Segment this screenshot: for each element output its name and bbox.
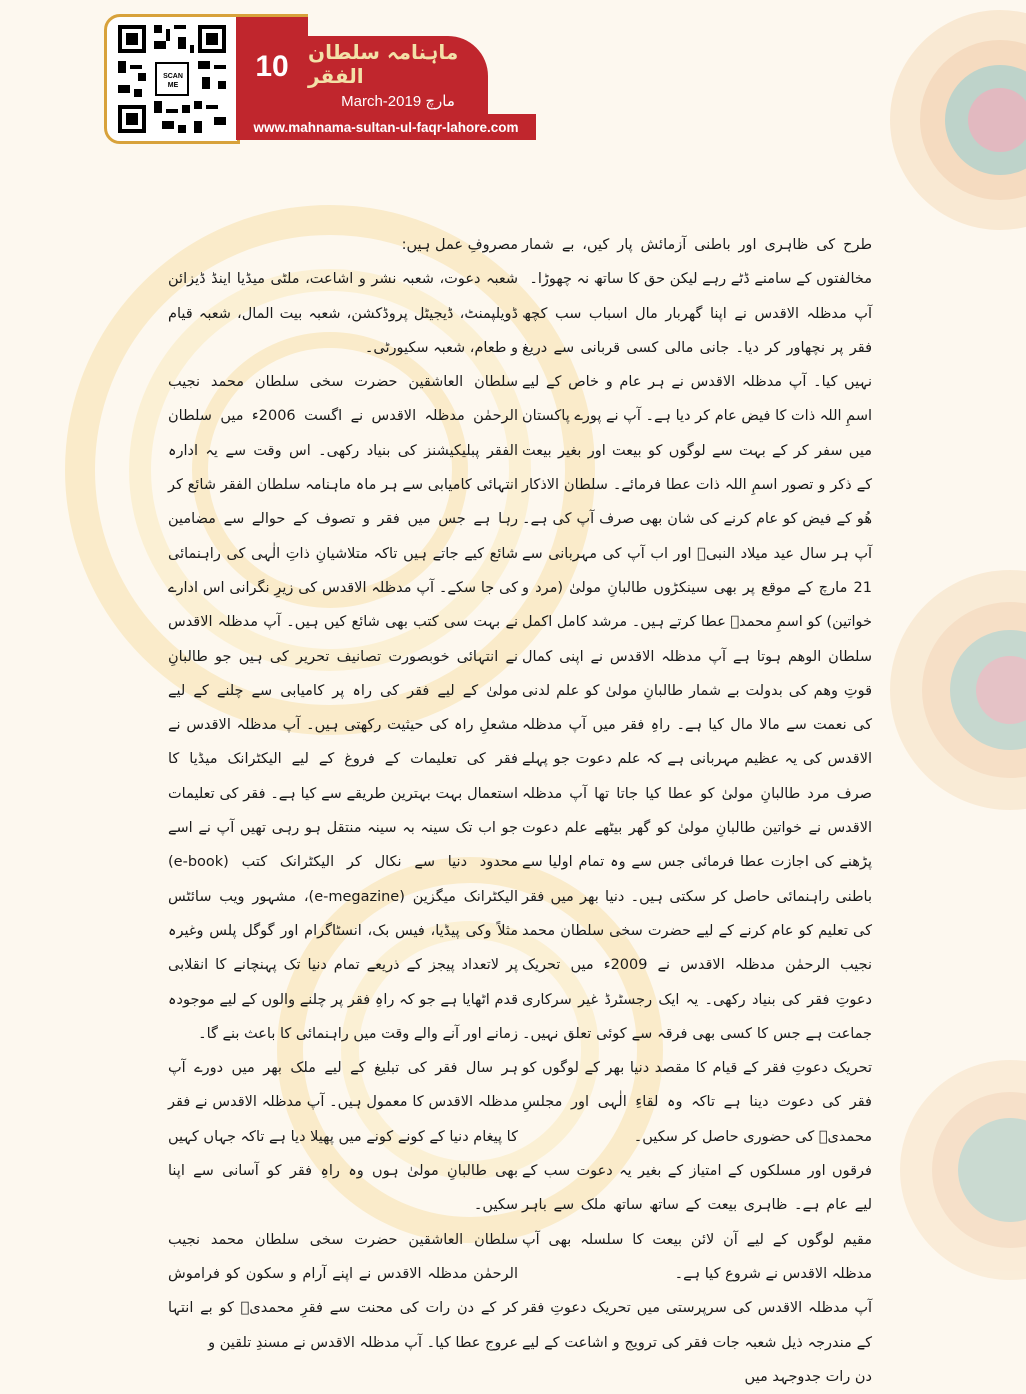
issue-english: March-2019 [341,93,422,110]
paragraph: آپ مدظلہ الاقدس نے اپنا گھربار مال اسباب سب کچھ فقر پر نچھاور کر دیا۔ جانی مالی کسی قربانی سے دریغ نہیں کیا۔ آپ مدظلہ الاقدس نے ہر عام و خاص کے لیے اسمِ اللہ ذات کا فیض عام کر دیا ہے۔ آپ نے پورے پاکستان میں سفر کر کے بہت سے لوگوں کو بیعت اور بغیر بیعت کے ذکر و تصور اسمِ اللہ ذات عطا فرمائے۔ سلطان الاذکار ھُو کے فیض کو عام کرنے کی شان بھی صرف آپ کی ہے۔ آپ ہر سال عید میلاد النبیؐ اور اب آپ کی مہربانی سے 21 مارچ کے موقع پر بھی سینکڑوں طالبانِ مولیٰ (مرد و خواتین) کو اسمِ محمدؐ عطا کرتے ہیں۔ مرشد کامل اکمل سلطان الوھم ہوتا ہے آپ مدظلہ الاقدس نے اپنی کمال قوتِ وھم کی بدولت بے شمار طالبانِ مولیٰ کو علم لدنی کی نعمت سے مالا مال کیا ہے۔ راہِ فقر میں آپ مدظلہ الاقدس کی یہ عظیم مہربانی ہے کہ علم دعوت جو پہلے صرف مرد طالبانِ مولیٰ کو عطا کیا جاتا تھا آپ مدظلہ الاقدس نے خواتین طالبانِ مولیٰ کو گھر بیٹھے علم دعوت پڑھنے کی اجازت عطا فرمائی جس سے وہ تمام اولیا سے باطنی راہنمائی حاصل کر سکتی ہیں۔ دنیا بھر میں فقر کی تعلیم کو عام کرنے کے لیے حضرت سخی سلطان محمد نجیب الرحمٰن مدظلہ الاقدس نے 2009ء میں تحریک دعوتِ فقر کی بنیاد رکھی۔ یہ ایک رجسٹرڈ غیر سرکاری جماعت ہے جس کا کسی بھی فرقہ سے کوئی تعلق نہیں۔ تحریک دعوتِ فقر کے قیام کا مقصد دنیا بھر کے لوگوں کو فقر کی دعوت دینا ہے تاکہ وہ لقاءِ الٰہی اور مجلسِ محمدیؐ کی حضوری حاصل کر سکیں۔ [522,305,872,1145]
paragraph: شعبہ دعوت، شعبہ نشر و اشاعت، ملٹی میڈیا اینڈ ڈیزائن ڈویلپمنٹ، ڈیجیٹل پروڈکشن، شعبہ بیت المال، شعبہ قیام و طعام، شعبہ سکیورٹی۔ [168,271,518,356]
article-column-left [168,228,518,1360]
issue-date [341,92,455,110]
paragraph: ہر سال فقر کی تبلیغ کے لیے ملک بھر میں دورے آپ مدظلہ الاقدس کا معمول ہیں۔ آپ مدظلہ الاقدس نے فقر کا پیغام دنیا کے کونے کونے میں پھیلا دیا ہے تاکہ جہاں کہیں بھی طالبانِ مولیٰ ہوں وہ راہِ فقر کو آسانی سے اپنا سکیں۔ [168,1060,518,1214]
paragraph: مصروفِ عمل ہیں: [401,237,518,253]
mandala-top-right [890,10,1026,230]
article-column-right [522,228,872,1394]
magazine-header [104,14,534,144]
paragraph: فرقوں اور مسلکوں کے امتیاز کے بغیر یہ دعوت سب کے لیے عام ہے۔ ظاہری بیعت کے ساتھ ساتھ ملک سے باہر مقیم لوگوں کے لیے آن لائن بیعت کا سلسلہ بھی آپ مدظلہ الاقدس نے شروع کیا ہے۔ [522,1163,872,1282]
website-url[interactable]: www.mahnama-sultan-ul-faqr-lahore.com [236,114,536,140]
paragraph: سلطان العاشقین حضرت سخی سلطان محمد نجیب الرحمٰن مدظلہ الاقدس نے اپنے آرام و سکون کو فراموش کر کے دن رات کی محنت سے فقرِ محمدیؐ کو بے انتہا عروج عطا کیا۔ آپ مدظلہ الاقدس نے مسندِ تلقین و [168,1231,518,1351]
qr-code[interactable] [104,14,240,144]
magazine-title: ماہنامہ سلطان الفقر [308,40,459,88]
paragraph: سلطان العاشقین حضرت سخی سلطان محمد نجیب الرحمٰن مدظلہ الاقدس نے اگست 2006ء میں سلطان الفقر پبلیکیشنز کی بنیاد رکھی۔ اس وقت سے یہ ادارہ انتہائی کامیابی سے ہر ماہ ماہنامہ سلطان الفقر شائع کر رہا ہے جس میں فقر و تصوف کے حوالے سے مضامین شائع کیے جاتے ہیں تاکہ متلاشیانِ ذاتِ الٰہی کی راہنمائی کی جا سکے۔ آپ مدظلہ الاقدس کی زیرِ نگرانی اس ادارے نے بہت سی کتب بھی شائع کیں ہیں۔ آپ مدظلہ الاقدس نے انتہائی خوبصورت تصانیف تحریر کی ہیں جو طالبانِ مولیٰ کے لیے فقر کی راہ پر کامیابی سے چلنے کے لیے مشعلِ راہ کی حیثیت رکھتی ہیں۔ آپ مدظلہ الاقدس نے فقر کی تعلیمات کے فروغ کے لیے الیکٹرانک میڈیا کا استعمال بہت بہترین طریقے سے کیا ہے۔ فقر کی تعلیمات جو اب تک سینہ بہ سینہ منتقل ہو رہی تھیں آپ نے اسے محدود دنیا سے نکال کر الیکٹرانک کتب (e-book) الیکٹرانک میگزین (e-megazine)، مشہور ویب سائٹس مثلاً وکی پیڈیا، فیس بک، انسٹاگرام اور گوگل پلس وغیرہ پر لاتعداد پیجز کے ذریعے تمام دنیا تک پہنچانے کا انقلابی قدم اٹھایا ہے جو کہ راہِ فقر پر چلنے والوں کے لیے موجودہ زمانے اور آنے والے وقت میں راہنمائی کا باعث بنے گا۔ [168,374,518,1042]
qr-scan-label: SCAN ME [163,73,183,89]
mandala-bottom-right [900,1060,1026,1280]
paragraph: آپ مدظلہ الاقدس کی سرپرستی میں تحریک دعوتِ فقر کے مندرجہ ذیل شعبہ جات فقر کی ترویج و اشاعت کے لیے دن رات جدوجہد میں [522,1300,872,1385]
issue-urdu: مارچ [425,92,455,110]
mandala-mid-right [890,570,1026,810]
page-number: 10 [236,14,308,117]
magazine-title-block [308,36,488,114]
paragraph: طرح کی ظاہری اور باطنی آزمائش پار کیں، بے شمار مخالفتوں کے سامنے ڈٹے رہے لیکن حق کا ساتھ نہ چھوڑا۔ [522,237,872,288]
